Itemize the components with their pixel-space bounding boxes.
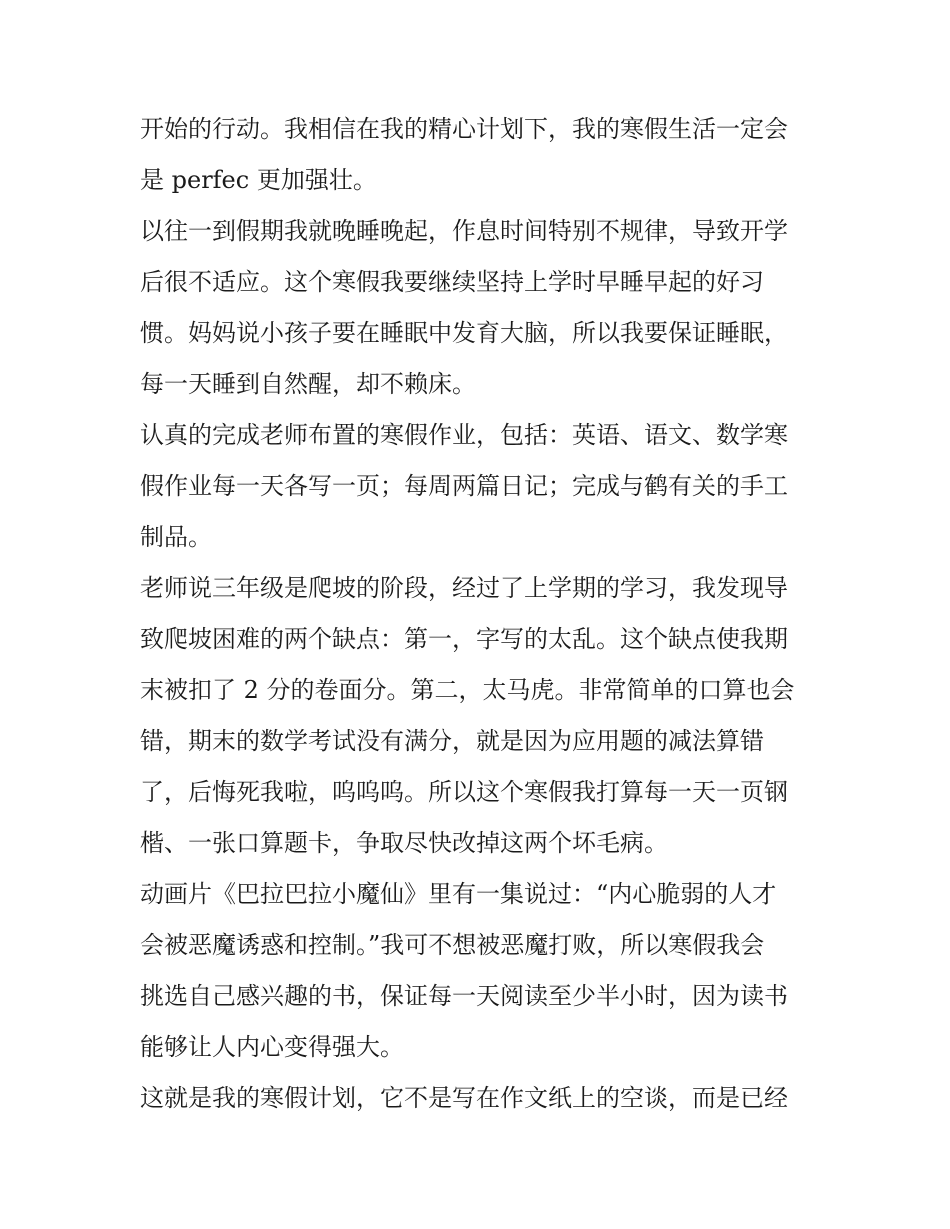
text-line: 能够让人内心变得强大。 — [140, 1033, 404, 1061]
text-line: 楷、一张口算题卡，争取尽快改掉这两个坏毛病。 — [140, 829, 668, 857]
text-line: 会被恶魔诱惑和控制。”我可不想被恶魔打败，所以寒假我会 — [140, 931, 765, 959]
text-line: 惯。妈妈说小孩子要在睡眠中发育大脑，所以我要保证睡眠， — [140, 319, 788, 347]
text-line: 动画片《巴拉巴拉小魔仙》里有一集说过：“内心脆弱的人才 — [140, 880, 777, 908]
text-line: 挑选自己感兴趣的书，保证每一天阅读至少半小时，因为读书 — [140, 982, 788, 1010]
text-line: 每一天睡到自然醒，却不赖床。 — [140, 370, 476, 398]
text-line: 末被扣了 2 分的卷面分。第二，太马虎。非常简单的口算也会 — [140, 676, 795, 704]
document-body — [140, 104, 830, 1124]
text-line: 开始的行动。我相信在我的精心计划下，我的寒假生活一定会 — [140, 115, 788, 143]
text-line: 错，期末的数学考试没有满分，就是因为应用题的减法算错 — [140, 727, 764, 755]
text-line: 致爬坡困难的两个缺点：第一，字写的太乱。这个缺点使我期 — [140, 625, 788, 653]
text-line: 老师说三年级是爬坡的阶段，经过了上学期的学习，我发现导 — [140, 574, 788, 602]
text-line: 后很不适应。这个寒假我要继续坚持上学时早睡早起的好习 — [140, 268, 764, 296]
text-line: 是 perfec 更加强壮。 — [140, 166, 377, 194]
text-line: 了，后悔死我啦，呜呜呜。所以这个寒假我打算每一天一页钢 — [140, 778, 788, 806]
text-line: 制品。 — [140, 523, 212, 551]
text-line: 这就是我的寒假计划，它不是写在作文纸上的空谈，而是已经 — [140, 1084, 788, 1112]
text-line: 认真的完成老师布置的寒假作业，包括：英语、语文、数学寒 — [140, 421, 788, 449]
text-line: 假作业每一天各写一页；每周两篇日记；完成与鹤有关的手工 — [140, 472, 788, 500]
text-line: 以往一到假期我就晚睡晚起，作息时间特别不规律，导致开学 — [140, 217, 788, 245]
